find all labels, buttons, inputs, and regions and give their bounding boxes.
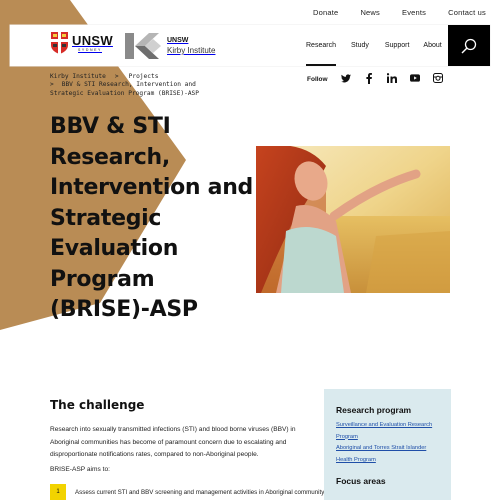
donate-link[interactable]: Donate [313, 7, 339, 17]
program-link-surveillance[interactable]: Surveillance and Evaluation Research Program [336, 422, 433, 440]
sidebar-panel [324, 389, 451, 500]
aim-number-badge: 1 [50, 484, 66, 500]
events-link[interactable]: Events [402, 7, 427, 17]
nav-about[interactable]: About [423, 42, 442, 49]
social-follow-bar [307, 73, 456, 83]
nav-support[interactable]: Support [384, 42, 410, 49]
youtube-icon[interactable] [410, 73, 420, 83]
unsw-sydney-label: SYDNEY [78, 48, 102, 52]
unsw-wordmark: UNSW [72, 33, 113, 48]
facebook-icon[interactable] [364, 73, 374, 83]
kirby-unsw-label: UNSW [167, 37, 189, 44]
unsw-crest-icon [51, 32, 68, 54]
breadcrumb-separator: > [50, 81, 54, 89]
breadcrumb-separator: > [114, 73, 119, 80]
kirby-k-mark-icon [125, 33, 163, 59]
breadcrumb-kirby-institute[interactable]: Kirby Institute [50, 73, 106, 80]
breadcrumb [50, 73, 230, 98]
list-item [50, 484, 324, 500]
linkedin-icon[interactable] [387, 73, 397, 83]
follow-label: Follow [307, 75, 328, 83]
news-link[interactable]: News [360, 7, 380, 17]
program-link-aboriginal-health[interactable]: Aboriginal and Torres Strait Islander Health Program [336, 445, 427, 463]
aims-intro: BRISE-ASP aims to: [50, 466, 110, 473]
nav-study[interactable]: Study [350, 42, 369, 49]
twitter-icon[interactable] [341, 73, 351, 83]
breadcrumb-projects[interactable]: Projects [128, 73, 159, 80]
challenge-body: Research into sexually transmitted infections (STI) and blood borne viruses (BBV) in Aboriginal communities has become of paramount concern due to escalating and disproportionate notifications rates, compared to non-Aboriginal people. [50, 426, 296, 458]
search-icon [461, 38, 477, 54]
utility-nav [291, 0, 500, 24]
hero-image [256, 146, 450, 293]
contact-us-link[interactable]: Contact us [448, 7, 486, 17]
kirby-institute-logo[interactable] [125, 33, 215, 59]
aim-text: Assess current STI and BBV screening and management activities in Aboriginal community [75, 488, 325, 496]
nav-research[interactable]: Research [306, 25, 336, 66]
instagram-icon[interactable] [433, 73, 443, 83]
unsw-logo[interactable] [51, 32, 113, 54]
main-nav [306, 25, 442, 66]
focus-areas-heading: Focus areas [336, 476, 386, 487]
page-title: BBV & STI Research, Intervention and Strategic Evaluation Program (BRISE)-ASP [50, 114, 254, 322]
site-header [10, 25, 490, 66]
kirby-institute-label: Kirby Institute [167, 46, 216, 55]
breadcrumb-current: BBV & STI Research, Intervention and Strategic Evaluation Program (BRISE)-ASP [50, 81, 200, 97]
research-program-heading: Research program [336, 405, 412, 415]
challenge-heading: The challenge [50, 398, 145, 412]
search-button[interactable] [448, 25, 490, 66]
